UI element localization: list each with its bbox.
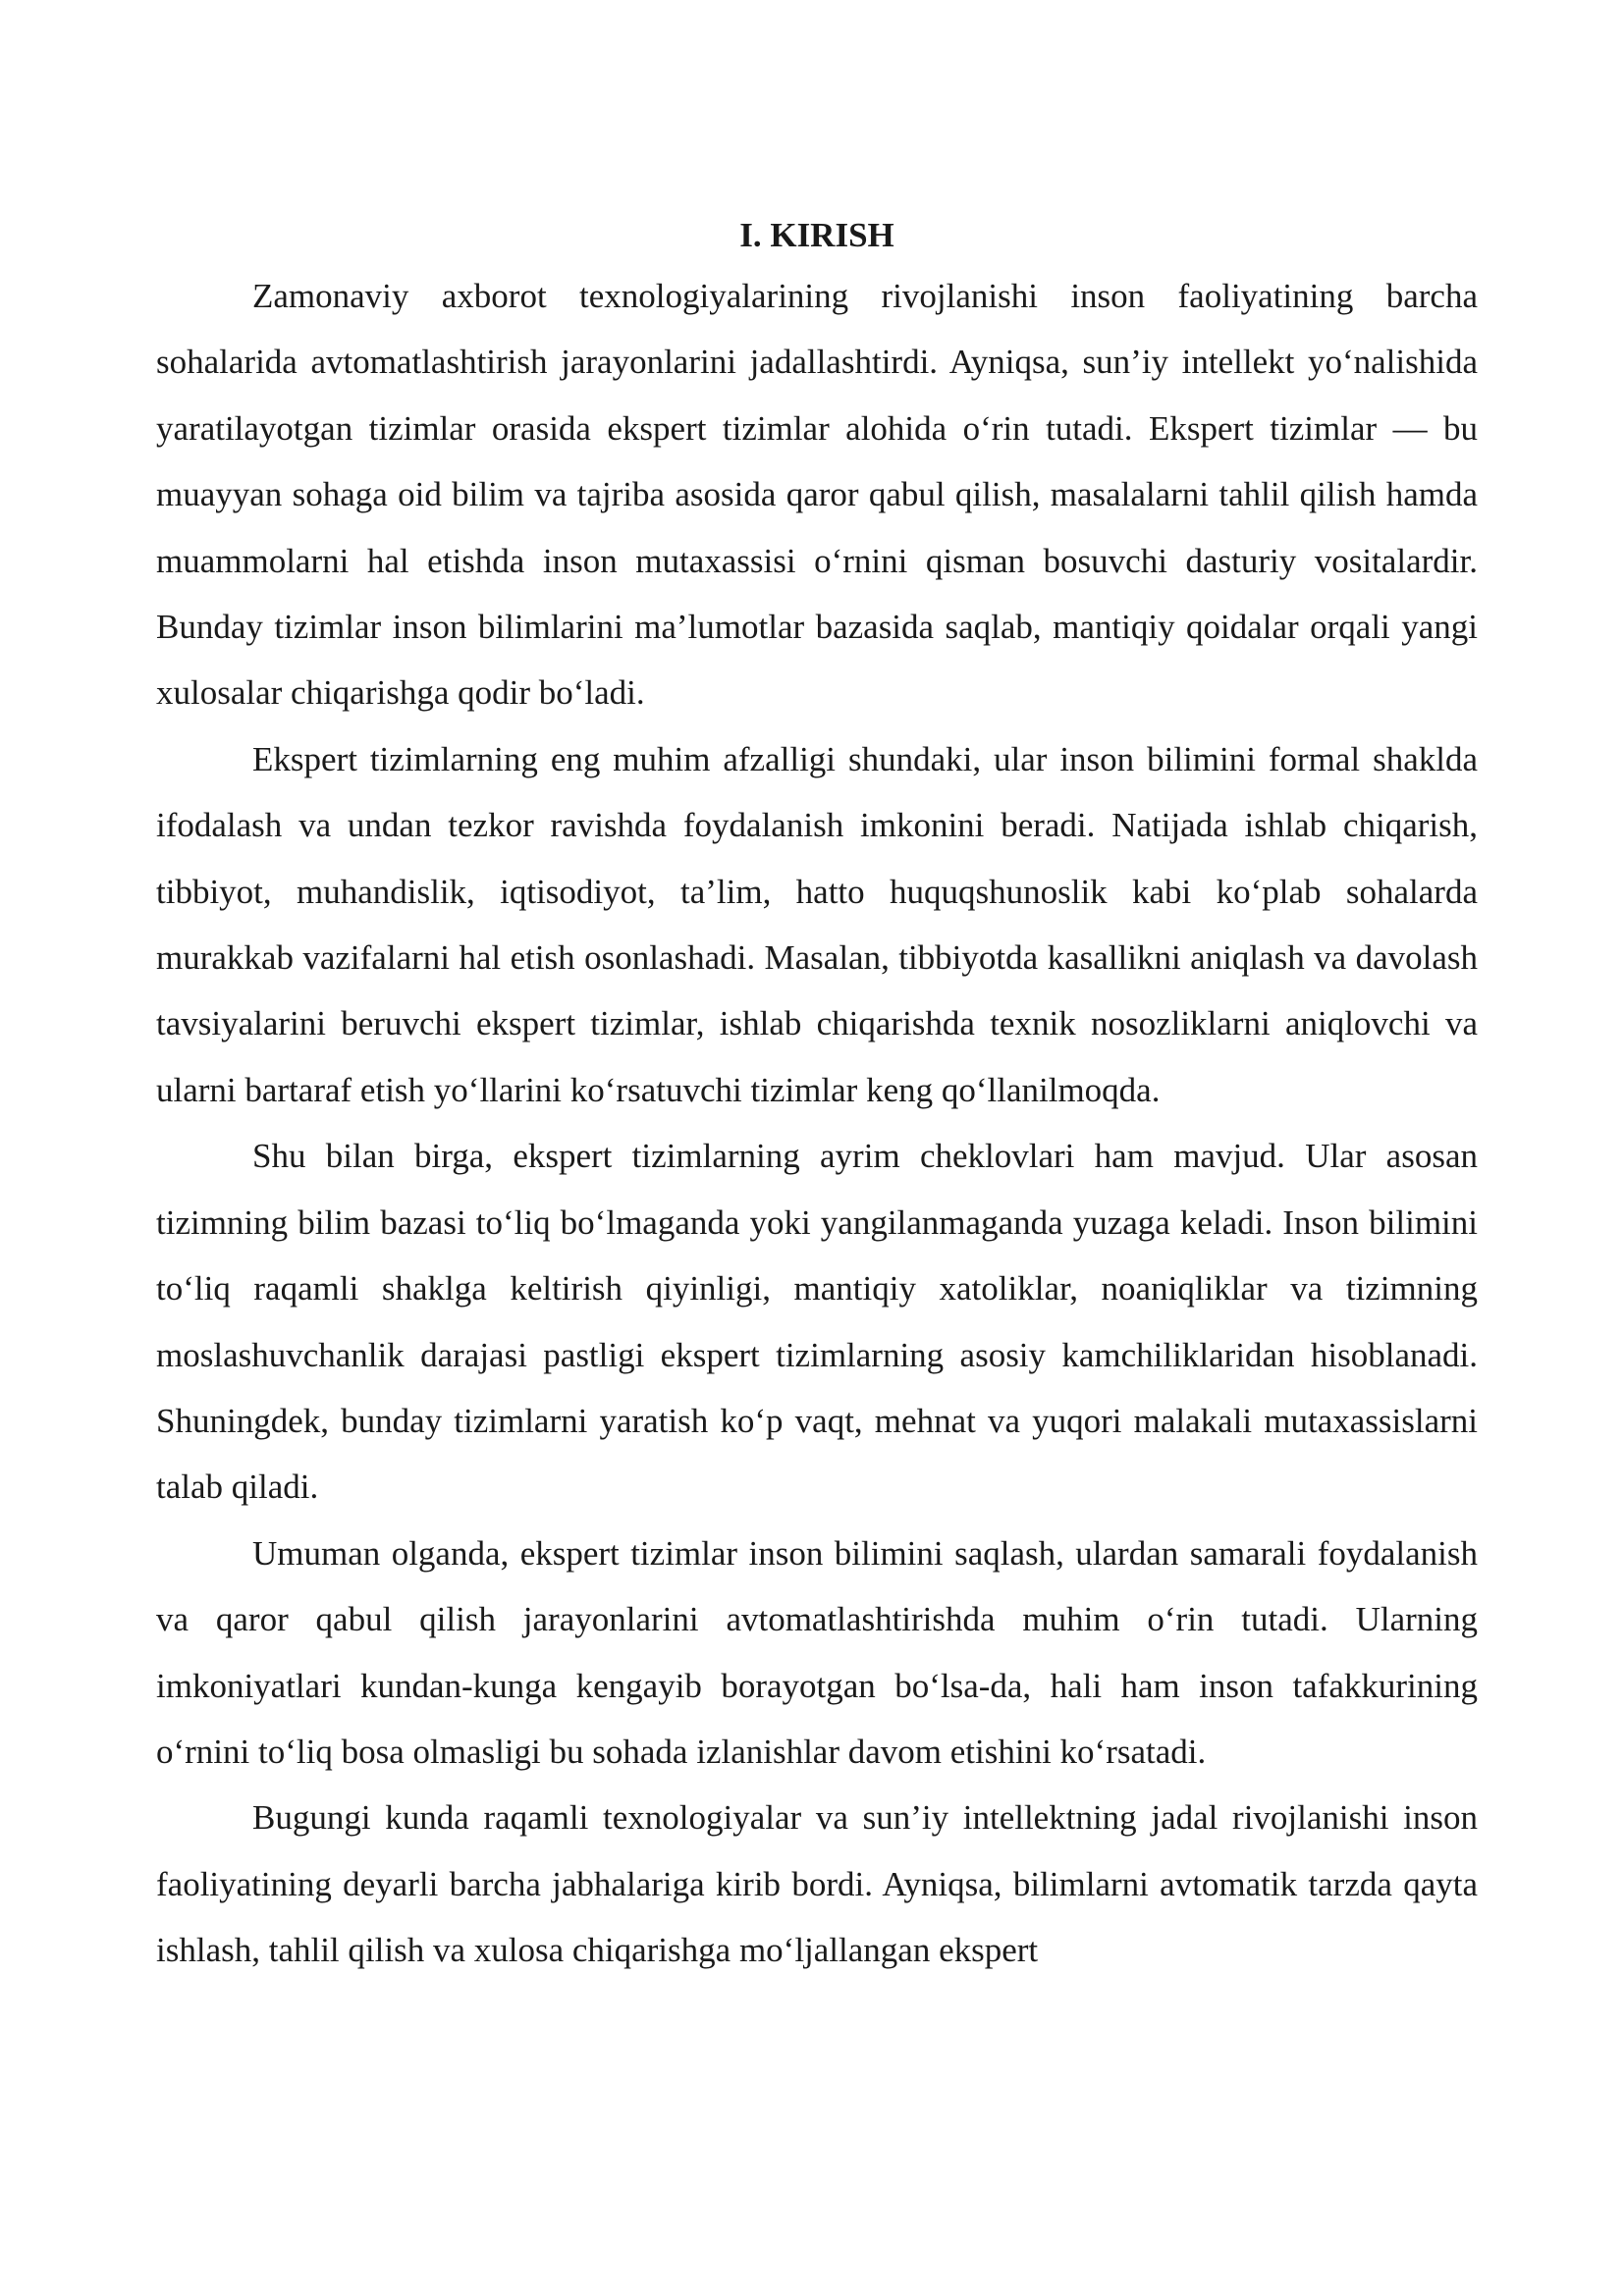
document-body — [156, 208, 1478, 1984]
paragraph-limitations: Shu bilan birga, ekspert tizimlarning ayrim cheklovlari ham mavjud. Ular asosan tizimning bilim bazasi to‘liq bo‘lmaganda yoki yangilanmaganda yuzaga keladi. Inson bilimini to‘liq raqamli shaklga keltirish qiyinligi, mantiqiy xatoliklar, noaniqliklar va tizimning moslashuvchanlik darajasi pastligi ekspert tizimlarning asosiy kamchiliklaridan hisoblanadi. Shuningdek, bunday tizimlarni yaratish ko‘p vaqt, mehnat va yuqori malakali mutaxassislarni talab qiladi. — [156, 1137, 1478, 1507]
paragraph-intro: Zamonaviy axborot texnologiyalarining rivojlanishi inson faoliyatining barcha sohalarida avtomatlashtirish jarayonlarini jadallashtirdi. Ayniqsa, sun’iy intellekt yo‘nalishida yaratilayotgan tizimlar orasida ekspert tizimlar alohida o‘rin tutadi. Ekspert tizimlar — bu muayyan sohaga oid bilim va tajriba asosida qaror qabul qilish, masalalarni tahlil qilish hamda muammolarni hal etishda inson mutaxassisi o‘rnini qisman bosuvchi dasturiy vositalardir. Bunday tizimlar inson bilimlarini ma’lumotlar bazasida saqlab, mantiqiy qoidalar orqali yangi xulosalar chiqarishga qodir bo‘ladi. — [156, 277, 1478, 713]
section-heading: I. KIRISH — [739, 216, 894, 254]
paragraph-continuation: Bugungi kunda raqamli texnologiyalar va sun’iy intellektning jadal rivojlanishi inson faoliyatining deyarli barcha jabhalariga kirib bordi. Ayniqsa, bilimlarni avtomatik tarzda qayta ishlash, tahlil qilish va xulosa chiqarishga mo‘ljallangan ekspert — [156, 1798, 1478, 1970]
paragraph-advantages: Ekspert tizimlarning eng muhim afzalligi shundaki, ular inson bilimini formal shaklda ifodalash va undan tezkor ravishda foydalanish imkonini beradi. Natijada ishlab chiqarish, tibbiyot, muhandislik, iqtisodiyot, ta’lim, hatto huquqshunoslik kabi ko‘plab sohalarda murakkab vazifalarni hal etish osonlashadi. Masalan, tibbiyotda kasallikni aniqlash va davolash tavsiyalarini beruvchi ekspert tizimlar, ishlab chiqarishda texnik nosozliklarni aniqlovchi va ularni bartaraf etish yo‘llarini ko‘rsatuvchi tizimlar keng qo‘llanilmoqda. — [156, 739, 1478, 1109]
paragraph-summary: Umuman olganda, ekspert tizimlar inson bilimini saqlash, ulardan samarali foydalanish va qaror qabul qilish jarayonlarini avtomatlashtirishda muhim o‘rin tutadi. Ularning imkoniyatlari kundan-kunga kengayib borayotgan bo‘lsa-da, hali ham inson tafakkurining o‘rnini to‘liq bosa olmasligi bu sohada izlanishlar davom etishini ko‘rsatadi. — [156, 1533, 1478, 1771]
